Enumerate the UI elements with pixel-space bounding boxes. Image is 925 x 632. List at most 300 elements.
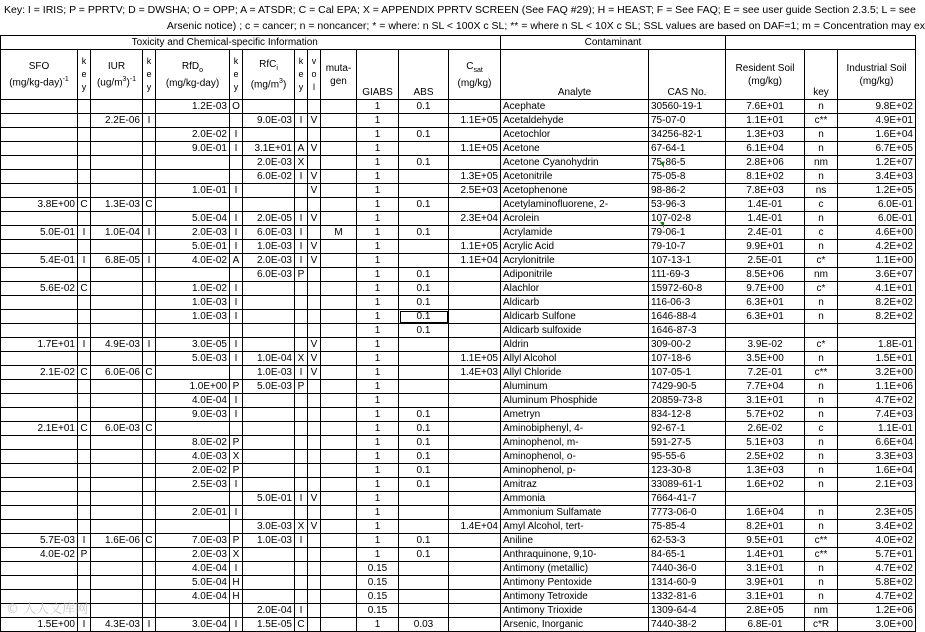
cell-sfo[interactable]: 5.4E-01 (1, 254, 78, 268)
cell-rfdo-key[interactable]: I (230, 506, 243, 520)
cell-rfdo[interactable] (156, 198, 230, 212)
cell-rfci-key[interactable] (295, 436, 308, 450)
cell-abs[interactable]: 0.1 (399, 282, 449, 296)
cell-iur[interactable] (91, 282, 143, 296)
cell-sfo-key[interactable] (78, 310, 91, 324)
cell-cas[interactable]: 7773-06-0 (649, 506, 726, 520)
cell-rfci-key[interactable]: A (295, 142, 308, 156)
cell-rfci-key[interactable] (295, 338, 308, 352)
cell-rfci-key[interactable] (295, 562, 308, 576)
cell-abs[interactable]: 0.1 (399, 226, 449, 240)
cell-resident-soil[interactable]: 6.8E-01 (726, 618, 805, 632)
cell-analyte[interactable]: Alachlor (501, 282, 649, 296)
cell-sfo-key[interactable] (78, 380, 91, 394)
cell-sl-key[interactable]: n (805, 576, 838, 590)
cell-analyte[interactable]: Antimony Pentoxide (501, 576, 649, 590)
cell-industrial-soil[interactable]: 7.4E+03 (838, 408, 916, 422)
cell-giabs[interactable]: 1 (357, 366, 399, 380)
cell-vol[interactable]: V (308, 212, 321, 226)
cell-cas[interactable]: 591-27-5 (649, 436, 726, 450)
cell-rfci-key[interactable] (295, 506, 308, 520)
cell-iur-key[interactable] (143, 590, 156, 604)
cell-sl-key[interactable]: n (805, 590, 838, 604)
cell-rfdo-key[interactable]: I (230, 408, 243, 422)
cell-rfdo-key[interactable]: I (230, 310, 243, 324)
cell-rfdo-key[interactable] (230, 520, 243, 534)
cell-abs[interactable] (399, 562, 449, 576)
cell-resident-soil[interactable]: 1.4E-01 (726, 212, 805, 226)
cell-iur[interactable] (91, 478, 143, 492)
cell-sl-key[interactable]: n (805, 436, 838, 450)
cell-vol[interactable]: V (308, 366, 321, 380)
cell-csat[interactable]: 2.3E+04 (449, 212, 501, 226)
cell-giabs[interactable]: 1 (357, 254, 399, 268)
cell-sl-key[interactable]: c** (805, 114, 838, 128)
cell-cas[interactable]: 75-86-5 (649, 156, 726, 170)
cell-resident-soil[interactable]: 7.7E+04 (726, 380, 805, 394)
cell-rfci-key[interactable] (295, 478, 308, 492)
cell-iur[interactable] (91, 506, 143, 520)
cell-iur-key[interactable] (143, 436, 156, 450)
cell-rfdo[interactable] (156, 170, 230, 184)
cell-giabs[interactable]: 1 (357, 170, 399, 184)
cell-giabs[interactable]: 1 (357, 282, 399, 296)
cell-rfci[interactable] (243, 422, 295, 436)
cell-vol[interactable] (308, 310, 321, 324)
cell-sfo-key[interactable]: I (78, 338, 91, 352)
cell-rfdo-key[interactable]: I (230, 142, 243, 156)
cell-rfci-key[interactable]: I (295, 534, 308, 548)
cell-rfci[interactable] (243, 128, 295, 142)
cell-rfdo-key[interactable]: H (230, 590, 243, 604)
cell-sfo-key[interactable] (78, 352, 91, 366)
cell-sl-key[interactable]: n (805, 128, 838, 142)
cell-rfci-key[interactable]: X (295, 352, 308, 366)
cell-rfci[interactable]: 1.0E-04 (243, 352, 295, 366)
cell-sfo[interactable] (1, 296, 78, 310)
cell-sfo-key[interactable] (78, 170, 91, 184)
cell-iur[interactable] (91, 142, 143, 156)
cell-rfdo-key[interactable]: X (230, 450, 243, 464)
cell-iur[interactable] (91, 436, 143, 450)
cell-rfdo[interactable]: 2.5E-03 (156, 478, 230, 492)
cell-giabs[interactable]: 1 (357, 184, 399, 198)
cell-sl-key[interactable]: c (805, 198, 838, 212)
cell-industrial-soil[interactable]: 3.4E+03 (838, 170, 916, 184)
cell-analyte[interactable]: Aminophenol, p- (501, 464, 649, 478)
cell-rfdo[interactable]: 5.0E-04 (156, 576, 230, 590)
cell-rfci-key[interactable] (295, 408, 308, 422)
cell-rfdo-key[interactable] (230, 366, 243, 380)
cell-giabs[interactable]: 1 (357, 408, 399, 422)
cell-rfci-key[interactable]: I (295, 492, 308, 506)
cell-abs[interactable]: 0.1 (399, 324, 449, 338)
cell-csat[interactable]: 1.1E+05 (449, 352, 501, 366)
cell-industrial-soil[interactable]: 5.8E+02 (838, 576, 916, 590)
cell-analyte[interactable]: Acrylamide (501, 226, 649, 240)
cell-analyte[interactable]: Anthraquinone, 9,10- (501, 548, 649, 562)
cell-analyte[interactable]: Antimony Trioxide (501, 604, 649, 618)
cell-giabs[interactable]: 1 (357, 226, 399, 240)
cell-rfci-key[interactable] (295, 450, 308, 464)
cell-rfci-key[interactable]: I (295, 240, 308, 254)
cell-mutagen[interactable] (321, 464, 357, 478)
cell-analyte[interactable]: Antimony Tetroxide (501, 590, 649, 604)
cell-cas[interactable]: 15972-60-8 (649, 282, 726, 296)
cell-rfci[interactable] (243, 436, 295, 450)
cell-vol[interactable]: V (308, 520, 321, 534)
cell-rfdo-key[interactable] (230, 170, 243, 184)
cell-iur[interactable] (91, 492, 143, 506)
cell-vol[interactable] (308, 408, 321, 422)
cell-iur-key[interactable] (143, 576, 156, 590)
cell-mutagen[interactable] (321, 422, 357, 436)
cell-csat[interactable] (449, 548, 501, 562)
cell-mutagen[interactable] (321, 380, 357, 394)
cell-industrial-soil[interactable]: 6.0E-01 (838, 198, 916, 212)
cell-vol[interactable] (308, 450, 321, 464)
cell-giabs[interactable]: 1 (357, 310, 399, 324)
cell-iur[interactable] (91, 464, 143, 478)
cell-resident-soil[interactable]: 3.1E+01 (726, 590, 805, 604)
cell-abs[interactable]: 0.1 (399, 478, 449, 492)
cell-analyte[interactable]: Amyl Alcohol, tert- (501, 520, 649, 534)
cell-rfdo-key[interactable] (230, 604, 243, 618)
cell-mutagen[interactable] (321, 268, 357, 282)
cell-iur-key[interactable] (143, 478, 156, 492)
cell-rfci-key[interactable]: X (295, 156, 308, 170)
cell-vol[interactable] (308, 226, 321, 240)
cell-rfci-key[interactable] (295, 296, 308, 310)
cell-giabs[interactable]: 1 (357, 268, 399, 282)
cell-analyte[interactable]: Acetone (501, 142, 649, 156)
cell-giabs[interactable]: 0.15 (357, 576, 399, 590)
cell-cas[interactable]: 1309-64-4 (649, 604, 726, 618)
cell-industrial-soil[interactable]: 6.7E+05 (838, 142, 916, 156)
cell-rfci-key[interactable]: I (295, 114, 308, 128)
cell-analyte[interactable]: Ammonium Sulfamate (501, 506, 649, 520)
cell-industrial-soil[interactable]: 3.6E+07 (838, 268, 916, 282)
cell-iur[interactable] (91, 296, 143, 310)
cell-resident-soil[interactable]: 2.8E+06 (726, 156, 805, 170)
cell-vol[interactable] (308, 478, 321, 492)
cell-csat[interactable] (449, 296, 501, 310)
cell-giabs[interactable]: 0.15 (357, 590, 399, 604)
cell-rfdo-key[interactable]: I (230, 562, 243, 576)
cell-iur[interactable] (91, 184, 143, 198)
cell-sfo[interactable]: 2.1E+01 (1, 422, 78, 436)
cell-mutagen[interactable] (321, 520, 357, 534)
cell-resident-soil[interactable]: 2.5E-01 (726, 254, 805, 268)
cell-rfci-key[interactable]: I (295, 366, 308, 380)
cell-industrial-soil[interactable]: 4.1E+01 (838, 282, 916, 296)
cell-industrial-soil[interactable]: 1.2E+05 (838, 184, 916, 198)
cell-analyte[interactable]: Acetonitrile (501, 170, 649, 184)
cell-sl-key[interactable]: c** (805, 548, 838, 562)
cell-rfci-key[interactable]: I (295, 170, 308, 184)
cell-industrial-soil[interactable]: 4.7E+02 (838, 590, 916, 604)
cell-sfo[interactable] (1, 394, 78, 408)
cell-abs[interactable]: 0.1 (399, 534, 449, 548)
cell-rfdo[interactable]: 1.0E+00 (156, 380, 230, 394)
cell-resident-soil[interactable]: 3.9E+01 (726, 576, 805, 590)
cell-vol[interactable] (308, 590, 321, 604)
cell-rfci[interactable]: 1.5E-05 (243, 618, 295, 632)
cell-analyte[interactable]: Acrylonitrile (501, 254, 649, 268)
cell-vol[interactable]: V (308, 338, 321, 352)
cell-iur[interactable] (91, 212, 143, 226)
cell-rfci-key[interactable] (295, 310, 308, 324)
cell-sl-key[interactable]: c* (805, 254, 838, 268)
cell-resident-soil[interactable]: 1.3E+03 (726, 128, 805, 142)
cell-mutagen[interactable] (321, 450, 357, 464)
cell-giabs[interactable]: 1 (357, 156, 399, 170)
cell-sl-key[interactable]: c** (805, 366, 838, 380)
cell-industrial-soil[interactable]: 3.0E+00 (838, 618, 916, 632)
cell-sl-key[interactable]: n (805, 478, 838, 492)
cell-rfdo[interactable]: 1.2E-03 (156, 100, 230, 114)
cell-cas[interactable]: 79-10-7 (649, 240, 726, 254)
cell-abs[interactable] (399, 520, 449, 534)
cell-rfdo-key[interactable]: I (230, 352, 243, 366)
cell-analyte[interactable]: Amitraz (501, 478, 649, 492)
cell-sfo-key[interactable] (78, 492, 91, 506)
cell-sfo[interactable] (1, 380, 78, 394)
cell-csat[interactable] (449, 450, 501, 464)
cell-rfdo[interactable]: 1.0E-03 (156, 296, 230, 310)
cell-sfo-key[interactable] (78, 268, 91, 282)
cell-rfdo-key[interactable]: O (230, 100, 243, 114)
cell-mutagen[interactable] (321, 394, 357, 408)
cell-sfo[interactable]: 2.1E-02 (1, 366, 78, 380)
cell-resident-soil[interactable]: 3.5E+00 (726, 352, 805, 366)
cell-iur-key[interactable]: I (143, 254, 156, 268)
cell-csat[interactable]: 1.1E+05 (449, 142, 501, 156)
cell-rfdo-key[interactable]: I (230, 394, 243, 408)
cell-vol[interactable]: V (308, 352, 321, 366)
cell-mutagen[interactable] (321, 254, 357, 268)
cell-sfo-key[interactable] (78, 478, 91, 492)
cell-iur[interactable]: 1.6E-06 (91, 534, 143, 548)
cell-iur[interactable] (91, 450, 143, 464)
cell-sfo[interactable] (1, 450, 78, 464)
cell-csat[interactable] (449, 492, 501, 506)
cell-sfo-key[interactable] (78, 576, 91, 590)
cell-iur-key[interactable]: I (143, 618, 156, 632)
cell-rfci[interactable]: 9.0E-03 (243, 114, 295, 128)
cell-industrial-soil[interactable]: 4.2E+02 (838, 240, 916, 254)
cell-abs[interactable] (399, 338, 449, 352)
cell-vol[interactable] (308, 562, 321, 576)
cell-giabs[interactable]: 1 (357, 506, 399, 520)
cell-csat[interactable]: 1.1E+05 (449, 240, 501, 254)
cell-rfci-key[interactable]: I (295, 212, 308, 226)
cell-rfci[interactable] (243, 282, 295, 296)
cell-mutagen[interactable] (321, 548, 357, 562)
cell-rfdo[interactable]: 1.0E-02 (156, 282, 230, 296)
cell-resident-soil[interactable]: 8.1E+02 (726, 170, 805, 184)
cell-rfci[interactable] (243, 198, 295, 212)
cell-rfdo[interactable] (156, 366, 230, 380)
cell-giabs[interactable]: 1 (357, 534, 399, 548)
cell-industrial-soil[interactable]: 1.8E-01 (838, 338, 916, 352)
cell-industrial-soil[interactable]: 3.4E+02 (838, 520, 916, 534)
cell-rfci[interactable]: 6.0E-02 (243, 170, 295, 184)
cell-mutagen[interactable] (321, 506, 357, 520)
cell-rfci[interactable]: 2.0E-03 (243, 156, 295, 170)
cell-iur-key[interactable] (143, 212, 156, 226)
cell-iur-key[interactable] (143, 240, 156, 254)
cell-csat[interactable] (449, 338, 501, 352)
cell-giabs[interactable]: 1 (357, 394, 399, 408)
cell-sl-key[interactable]: n (805, 212, 838, 226)
cell-cas[interactable]: 7429-90-5 (649, 380, 726, 394)
cell-rfdo[interactable]: 4.0E-02 (156, 254, 230, 268)
cell-rfdo-key[interactable] (230, 114, 243, 128)
cell-resident-soil[interactable]: 1.6E+02 (726, 478, 805, 492)
cell-vol[interactable] (308, 548, 321, 562)
cell-sfo[interactable] (1, 352, 78, 366)
cell-csat[interactable] (449, 226, 501, 240)
cell-sfo-key[interactable]: I (78, 254, 91, 268)
cell-cas[interactable]: 98-86-2 (649, 184, 726, 198)
cell-rfci[interactable]: 2.0E-05 (243, 212, 295, 226)
cell-sl-key[interactable]: nm (805, 268, 838, 282)
cell-cas[interactable]: 34256-82-1 (649, 128, 726, 142)
cell-csat[interactable] (449, 128, 501, 142)
cell-industrial-soil[interactable]: 8.2E+02 (838, 310, 916, 324)
cell-rfci[interactable]: 1.0E-03 (243, 240, 295, 254)
cell-industrial-soil[interactable]: 1.6E+04 (838, 128, 916, 142)
cell-abs[interactable] (399, 114, 449, 128)
cell-resident-soil[interactable]: 2.5E+02 (726, 450, 805, 464)
cell-vol[interactable] (308, 464, 321, 478)
cell-giabs[interactable]: 1 (357, 324, 399, 338)
cell-rfdo[interactable]: 2.0E-02 (156, 464, 230, 478)
cell-sl-key[interactable]: c (805, 226, 838, 240)
cell-mutagen[interactable] (321, 114, 357, 128)
cell-resident-soil[interactable]: 7.8E+03 (726, 184, 805, 198)
cell-analyte[interactable]: Acetochlor (501, 128, 649, 142)
cell-sfo-key[interactable] (78, 562, 91, 576)
cell-iur-key[interactable] (143, 268, 156, 282)
cell-iur[interactable] (91, 156, 143, 170)
cell-csat[interactable] (449, 310, 501, 324)
cell-abs[interactable] (399, 590, 449, 604)
cell-giabs[interactable]: 1 (357, 618, 399, 632)
cell-industrial-soil[interactable]: 4.9E+01 (838, 114, 916, 128)
cell-mutagen[interactable]: M (321, 226, 357, 240)
cell-sfo-key[interactable] (78, 520, 91, 534)
cell-cas[interactable]: 53-96-3 (649, 198, 726, 212)
cell-rfci-key[interactable] (295, 184, 308, 198)
cell-iur[interactable] (91, 352, 143, 366)
cell-rfdo[interactable]: 4.0E-04 (156, 562, 230, 576)
cell-abs[interactable] (399, 142, 449, 156)
cell-sfo-key[interactable]: I (78, 226, 91, 240)
cell-rfci-key[interactable] (295, 394, 308, 408)
cell-rfci[interactable] (243, 506, 295, 520)
cell-analyte[interactable]: Aluminum (501, 380, 649, 394)
cell-sfo-key[interactable] (78, 100, 91, 114)
cell-rfdo[interactable]: 1.0E-03 (156, 310, 230, 324)
cell-sfo[interactable] (1, 100, 78, 114)
cell-rfdo[interactable]: 3.0E-04 (156, 618, 230, 632)
cell-vol[interactable] (308, 436, 321, 450)
cell-analyte[interactable]: Ametryn (501, 408, 649, 422)
cell-resident-soil[interactable]: 1.1E+01 (726, 114, 805, 128)
cell-analyte[interactable]: Acetone Cyanohydrin (501, 156, 649, 170)
cell-iur[interactable] (91, 576, 143, 590)
cell-csat[interactable] (449, 534, 501, 548)
cell-csat[interactable] (449, 576, 501, 590)
cell-analyte[interactable]: Acephate (501, 100, 649, 114)
cell-resident-soil[interactable]: 2.4E-01 (726, 226, 805, 240)
cell-abs[interactable]: 0.1 (399, 436, 449, 450)
cell-sfo-key[interactable] (78, 128, 91, 142)
cell-iur[interactable] (91, 170, 143, 184)
cell-sl-key[interactable]: n (805, 100, 838, 114)
cell-iur[interactable] (91, 548, 143, 562)
cell-csat[interactable]: 2.5E+03 (449, 184, 501, 198)
cell-mutagen[interactable] (321, 366, 357, 380)
cell-rfdo-key[interactable]: I (230, 618, 243, 632)
cell-cas[interactable]: 1332-81-6 (649, 590, 726, 604)
cell-csat[interactable] (449, 464, 501, 478)
cell-analyte[interactable]: Allyl Alcohol (501, 352, 649, 366)
cell-vol[interactable] (308, 394, 321, 408)
cell-rfdo[interactable]: 7.0E-03 (156, 534, 230, 548)
cell-iur-key[interactable] (143, 170, 156, 184)
cell-csat[interactable] (449, 408, 501, 422)
cell-mutagen[interactable] (321, 562, 357, 576)
cell-sfo[interactable] (1, 114, 78, 128)
cell-sl-key[interactable]: c*R (805, 618, 838, 632)
cell-abs[interactable]: 0.1 (399, 100, 449, 114)
cell-resident-soil[interactable]: 7.6E+01 (726, 100, 805, 114)
cell-analyte[interactable]: Aluminum Phosphide (501, 394, 649, 408)
cell-mutagen[interactable] (321, 408, 357, 422)
cell-giabs[interactable]: 1 (357, 464, 399, 478)
cell-rfdo[interactable]: 4.0E-04 (156, 394, 230, 408)
cell-rfdo[interactable]: 2.0E-02 (156, 128, 230, 142)
cell-resident-soil[interactable]: 1.6E+04 (726, 506, 805, 520)
cell-mutagen[interactable] (321, 100, 357, 114)
cell-cas[interactable]: 84-65-1 (649, 548, 726, 562)
cell-industrial-soil[interactable]: 1.6E+04 (838, 464, 916, 478)
cell-iur[interactable] (91, 310, 143, 324)
cell-iur-key[interactable] (143, 520, 156, 534)
cell-csat[interactable] (449, 324, 501, 338)
cell-industrial-soil[interactable]: 8.2E+02 (838, 296, 916, 310)
cell-rfci[interactable] (243, 464, 295, 478)
cell-sl-key[interactable] (805, 492, 838, 506)
cell-mutagen[interactable] (321, 576, 357, 590)
cell-iur[interactable]: 1.3E-03 (91, 198, 143, 212)
cell-analyte[interactable]: Aminobiphenyl, 4- (501, 422, 649, 436)
cell-csat[interactable] (449, 436, 501, 450)
cell-cas[interactable]: 1314-60-9 (649, 576, 726, 590)
cell-abs[interactable] (399, 170, 449, 184)
cell-analyte[interactable]: Aniline (501, 534, 649, 548)
cell-resident-soil[interactable] (726, 324, 805, 338)
cell-rfci[interactable]: 6.0E-03 (243, 226, 295, 240)
cell-vol[interactable]: V (308, 114, 321, 128)
cell-rfci[interactable]: 3.1E+01 (243, 142, 295, 156)
cell-cas[interactable]: 7440-38-2 (649, 618, 726, 632)
cell-industrial-soil[interactable] (838, 324, 916, 338)
cell-rfci[interactable]: 6.0E-03 (243, 268, 295, 282)
